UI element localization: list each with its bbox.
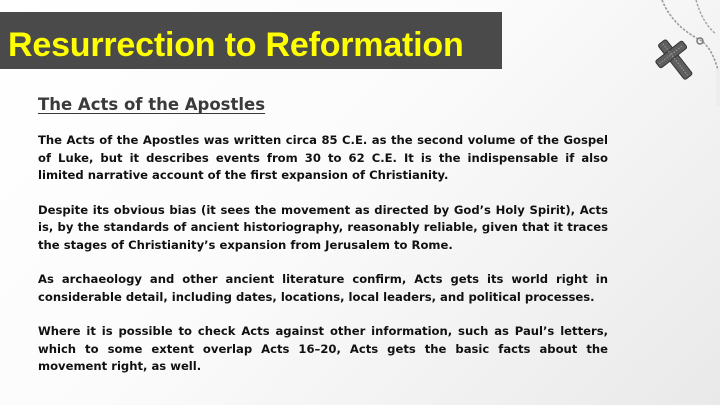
paragraph-3: As archaeology and other ancient literature confirm, Acts gets its world right in considerable detail, including dates, locations, local leaders, and political processes. [38,272,608,304]
paragraph-4: Where it is possible to check Acts against other information, such as Paul’s letters, which to some extent overlap Acts 16–20, Acts gets the basic facts about the movement right, as well. [38,324,608,373]
title-bar [0,12,502,69]
slide-title: Resurrection to Reformation [8,26,464,64]
section-heading: The Acts of the Apostles [38,95,266,114]
paragraph-2: Despite its obvious bias (it sees the movement as directed by God’s Holy Spirit), Acts is, by the standards of ancient historiography, reasonably reliable, given that it traces the stages of Christianity’s expansion from Jerusalem to Rome. [38,202,608,252]
body-text [38,132,608,393]
cross-necklace-icon [600,0,720,110]
paragraph-1: The Acts of the Apostles was written circa 85 C.E. as the second volume of the Gospel of Luke, but it describes events from 30 to 62 C.E. It is the indispensable if also limited narrative account of the first expansion of Christianity. [38,133,608,182]
